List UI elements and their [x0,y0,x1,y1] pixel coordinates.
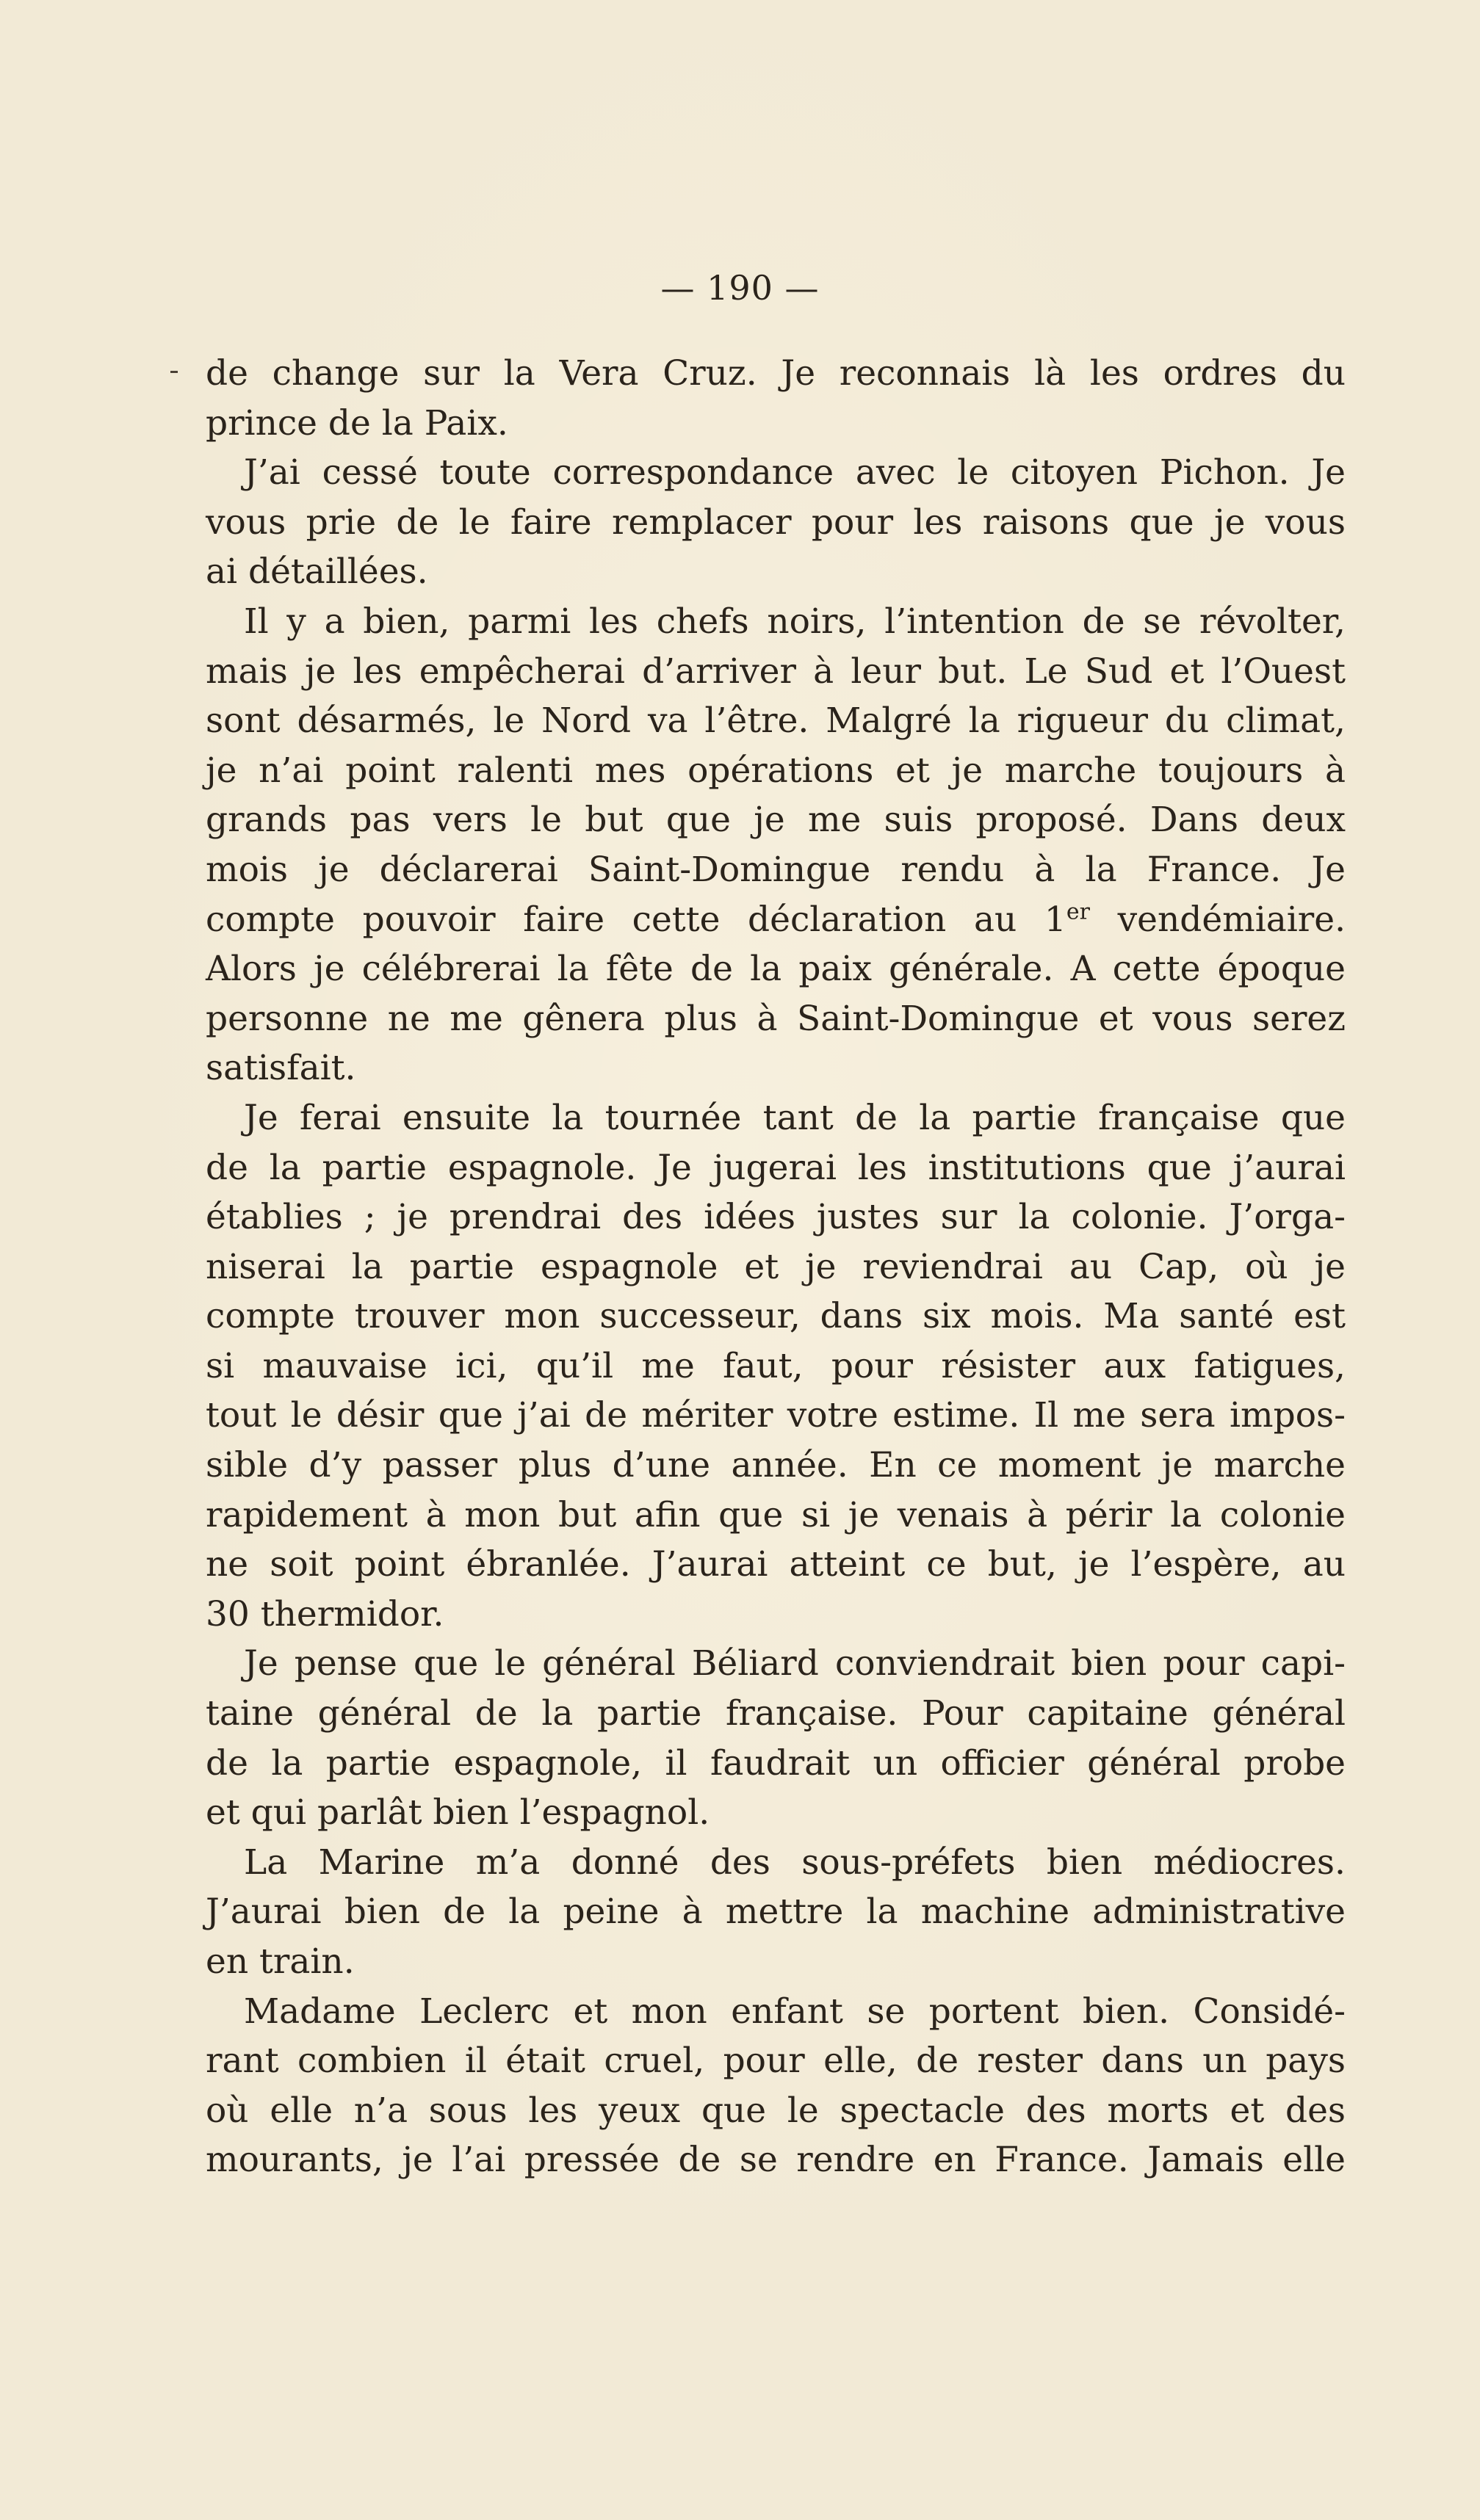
text-line: de la partie espagnole, il faudrait un officier général probe [206,1742,1346,1784]
text-line-start: compte pouvoir faire cette déclaration au 1 [206,899,1066,940]
text-line: personne ne me gênera plus à Saint-Domingue et vous serez [206,998,1346,1039]
text-line: je n’ai point ralenti mes opérations et je marche toujours à [206,750,1346,791]
text-line: rant combien il était cruel, pour elle, de rester dans un pays [206,2041,1346,2082]
text-line: mais je les empêcherai d’arriver à leur but. Le Sud et l’Ouest [206,651,1346,692]
text-line: vous prie de le faire remplacer pour les raisons que je vous [206,502,1346,543]
text-line: Alors je célébrerai la fête de la paix générale. A cette époque [206,949,1346,990]
text-line: satisfait. [206,1048,356,1089]
text-line: J’ai cessé toute correspondance avec le citoyen Pichon. Je [244,452,1346,493]
text-line: de change sur la Vera Cruz. Je reconnais là les ordres du [206,353,1346,394]
text-line: prince de la Paix. [206,402,508,443]
text-line-end: vendémiaire. [1089,899,1346,940]
text-line: niserai la partie espagnole et je reviendrai au Cap, où je [206,1246,1346,1287]
margin-mark [170,371,178,373]
text-line: mois je déclarerai Saint-Domingue rendu à la France. Je [206,849,1346,890]
text-line: ne soit point ébranlée. J’aurai atteint ce but, je l’espère, au [206,1544,1346,1585]
text-line: grands pas vers le but que je me suis proposé. Dans deux [206,800,1346,841]
text-line: mourants, je l’ai pressée de se rendre en France. Jamais elle [206,2140,1346,2181]
text-line: en train. [206,1941,355,1982]
text-line: Il y a bien, parmi les chefs noirs, l’intention de se révolter, [244,601,1346,642]
text-line: si mauvaise ici, qu’il me faut, pour résister aux fatigues, [206,1345,1346,1386]
text-line: Madame Leclerc et mon enfant se portent bien. Considé- [244,1991,1346,2032]
text-line: tout le désir que j’ai de mériter votre estime. Il me sera impos- [206,1395,1346,1436]
text-line: 30 thermidor. [206,1593,444,1634]
text-line: établies ; je prendrai des idées justes sur la colonie. J’orga- [206,1197,1346,1238]
text-line: J’aurai bien de la peine à mettre la machine administrative [206,1891,1346,1933]
text-line: rapidement à mon but afin que si je venais à périr la colonie [206,1494,1346,1535]
text-line: Je pense que le général Béliard conviendrait bien pour capi- [244,1643,1346,1684]
superscript-ordinal: er [1066,898,1090,924]
text-line: ai détaillées. [206,551,428,593]
text-line: sont désarmés, le Nord va l’être. Malgré la rigueur du climat, [206,700,1346,742]
text-line: compte trouver mon successeur, dans six mois. Ma santé est [206,1296,1346,1337]
body-text [206,349,1346,2185]
text-line: de la partie espagnole. Je jugerai les institutions que j’aurai [206,1147,1346,1188]
text-line: sible d’y passer plus d’une année. En ce moment je marche [206,1445,1346,1486]
text-line: taine général de la partie française. Pour capitaine général [206,1693,1346,1734]
text-line-with-superscript [206,895,1346,945]
text-line: et qui parlât bien l’espagnol. [206,1792,710,1833]
text-line: La Marine m’a donné des sous-préfets bien médiocres. [244,1842,1346,1883]
page-number: — 190 — [660,268,820,308]
text-line: Je ferai ensuite la tournée tant de la partie française que [244,1097,1346,1138]
text-line: où elle n’a sous les yeux que le spectacle des morts et des [206,2090,1346,2131]
